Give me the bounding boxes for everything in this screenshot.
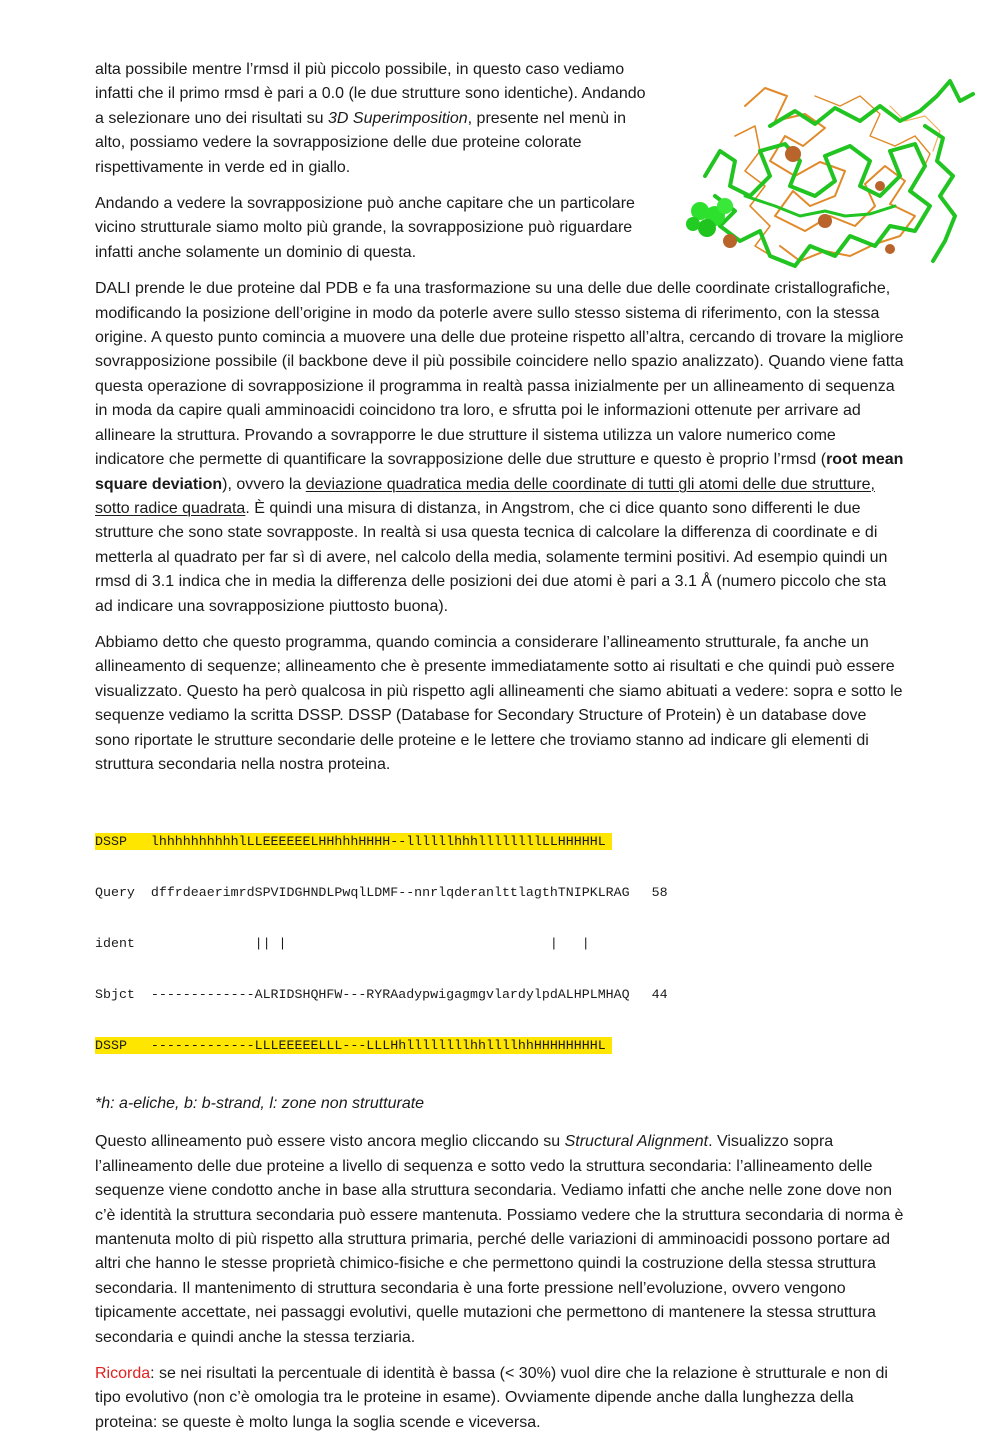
text-span: alta possibile mentre l’rmsd il più piccolo possibile, in questo caso vediamo infatti che il primo rmsd è pari a 0.0 (le due strutture sono identiche). Andando a selezionare uno dei risultati su xyxy=(95,61,646,127)
text-span: . Visualizzo sopra l’allineamento delle due proteine a livello di sequenza e sotto vedo la struttura secondaria: l’allineamento delle sequenze viene condotto anche in base alla struttura secondaria. Vediamo infatti che anche nelle zone dove non c’è identità la struttura secondaria può essere mantenuta. Possiamo vedere che la struttura secondaria di norma è mantenuta molto di più rispetto alla struttura primaria, perché delle variazioni di amminoacidi possono portare ad altri che hanno le stesse proprietà chimico-fisiche e che permettono quindi la costruzione della stessa struttura secondaria. Il mantenimento di struttura secondaria è una forte pressione nell’evoluzione, ovvero vengono tipicamente accettate, nei passaggi evolutivi, quelle mutazioni che permettono di mantenere la stessa struttura secondaria e quindi anche la stessa terziaria. xyxy=(95,1133,904,1346)
protein-superimposition-image xyxy=(675,66,975,278)
alignment-num: 58 xyxy=(651,885,668,901)
paragraph-rmsd-intro xyxy=(95,58,647,180)
rmsd-definition-bold: root mean square deviation xyxy=(95,451,904,493)
text-span: Questo allineamento può essere visto ancora meglio cliccando su xyxy=(95,1133,565,1151)
alignment-seq: DSSP lhhhhhhhhhhlLLEEEEEELHHhhhHHHH--llllllhhhllllllllLLHHHHHL xyxy=(95,833,612,850)
alignment-row-dssp-top xyxy=(95,833,905,850)
alignment-caption: *h: a-eliche, b: b-strand, l: zone non strutturate xyxy=(95,1095,425,1113)
text-span: ), ovvero la xyxy=(222,475,306,493)
ricorda-label: Ricorda xyxy=(95,1365,151,1383)
alignment-seq: ident || | | | xyxy=(95,936,590,952)
text-span: DALI prende le due proteine dal PDB e fa una trasformazione su una delle due delle coordinate cristallografiche, modificando la posizione dell’origine in modo da poterle avere sullo stesso sistema di riferimento, con la stessa origine. A questo punto comincia a muovere una delle due proteine rispetto all’altra, cercando di trovare la migliore sovrapposizione possibile (il backbone deve il più possibile coincidere nello spazio analizzato). Quando viene fatta questa operazione di sovrapposizione il programma in realtà passa inizialmente per un allineamento di sequenza in moda da capire quali amminoacidi coincidono tra loro, e sfrutta poi le informazioni ottenute per arrivare ad allineare la struttura. Provando a sovrapporre le due strutture il sistema utilizza un valore numerico come indicatore che permette di quantificare la sovrapposizione delle due strutture e questo è proprio l’rmsd ( xyxy=(95,280,904,469)
paragraph-dssp: Abbiamo detto che questo programma, quando comincia a considerare l’allineamento strutturale, fa anche un allineamento di sequenze; allineamento che è presente immediatamente sotto ai risultati e che quindi può essere visualizzato. Questo ha però qualcosa in più rispetto agli allineamenti che siamo abituati a vedere: sopra e sotto le sequenze vediamo la scritta DSSP. DSSP (Database for Secondary Structure of Protein) è un database dove sono riportate le strutture secondarie delle proteine e le lettere che troviamo stanno ad indicare gli elementi di struttura secondaria nella nostra proteina. xyxy=(95,633,903,773)
alignment-row-sbjct xyxy=(95,986,905,1003)
paragraph-structural-alignment xyxy=(95,1130,905,1350)
alignment-seq: Sbjct -------------ALRIDSHQHFW---RYRAadypwigagmgvlardylpdALHPLMHAQ xyxy=(95,987,630,1003)
alignment-row-dssp-bottom xyxy=(95,1037,905,1054)
paragraph-ricorda xyxy=(95,1362,905,1435)
structural-alignment-term: Structural Alignment xyxy=(564,1133,709,1151)
text-span: : se nei risultati la percentuale di identità è bassa (< 30%) vuol dire che la relazione è strutturale e non di tipo evolutivo (non c’è omologia tra le proteine in esame). Ovviamente dipende anche dalla lunghezza della proteina: se queste è molto lunga la soglia scende e viceversa. xyxy=(95,1365,888,1431)
alignment-num xyxy=(626,833,650,850)
alignment-num xyxy=(604,935,628,952)
alignment-row-ident xyxy=(95,935,905,952)
text-span: . È quindi una misura di distanza, in Angstrom, che ci dice quanto sono differenti le due strutture che sono state sovrapposte. In realtà si usa questa tecnica di calcolare la differenza di coordinate e di metterla al quadrato per far sì di avere, nel calcolo della media, solamente termini positivi. Ad esempio quindi un rmsd di 3.1 indica che in media la differenza delle posizioni dei due atomi è pari a 3.1 Å (numero piccolo che sta ad indicare una sovrapposizione piuttosto buona). xyxy=(95,499,888,615)
alignment-seq: DSSP -------------LLLEEEEELLL---LLLHhllllllllhhllllhhHHHHHHHHL xyxy=(95,1037,612,1054)
text-span: , presente nel menù in alto, possiamo vedere la sovrapposizione delle due proteine colorate rispettivamente in verde ed in giallo. xyxy=(95,109,626,176)
alignment-seq: Query dffrdeaerimrdSPVIDGHNDLPwqlLDMF--nnrlqderanlttlagthTNIPKLRAG xyxy=(95,885,630,901)
sequence-alignment xyxy=(95,799,905,1088)
paragraph-domain: Andando a vedere la sovrapposizione può anche capitare che un particolare vicino strutturale siamo molto più grande, la sovrapposizione può riguardare infatti anche solamente un dominio di questa. xyxy=(95,195,635,261)
alignment-row-query xyxy=(95,884,905,901)
alignment-num: 44 xyxy=(651,987,668,1003)
rmsd-definition-underline: deviazione quadratica media delle coordinate di tutti gli atomi delle due strutture, sotto radice quadrata xyxy=(95,475,875,517)
alignment-num xyxy=(626,1037,650,1054)
superimposition-term: 3D Superimposition xyxy=(328,109,468,127)
paragraph-dali xyxy=(95,277,905,619)
